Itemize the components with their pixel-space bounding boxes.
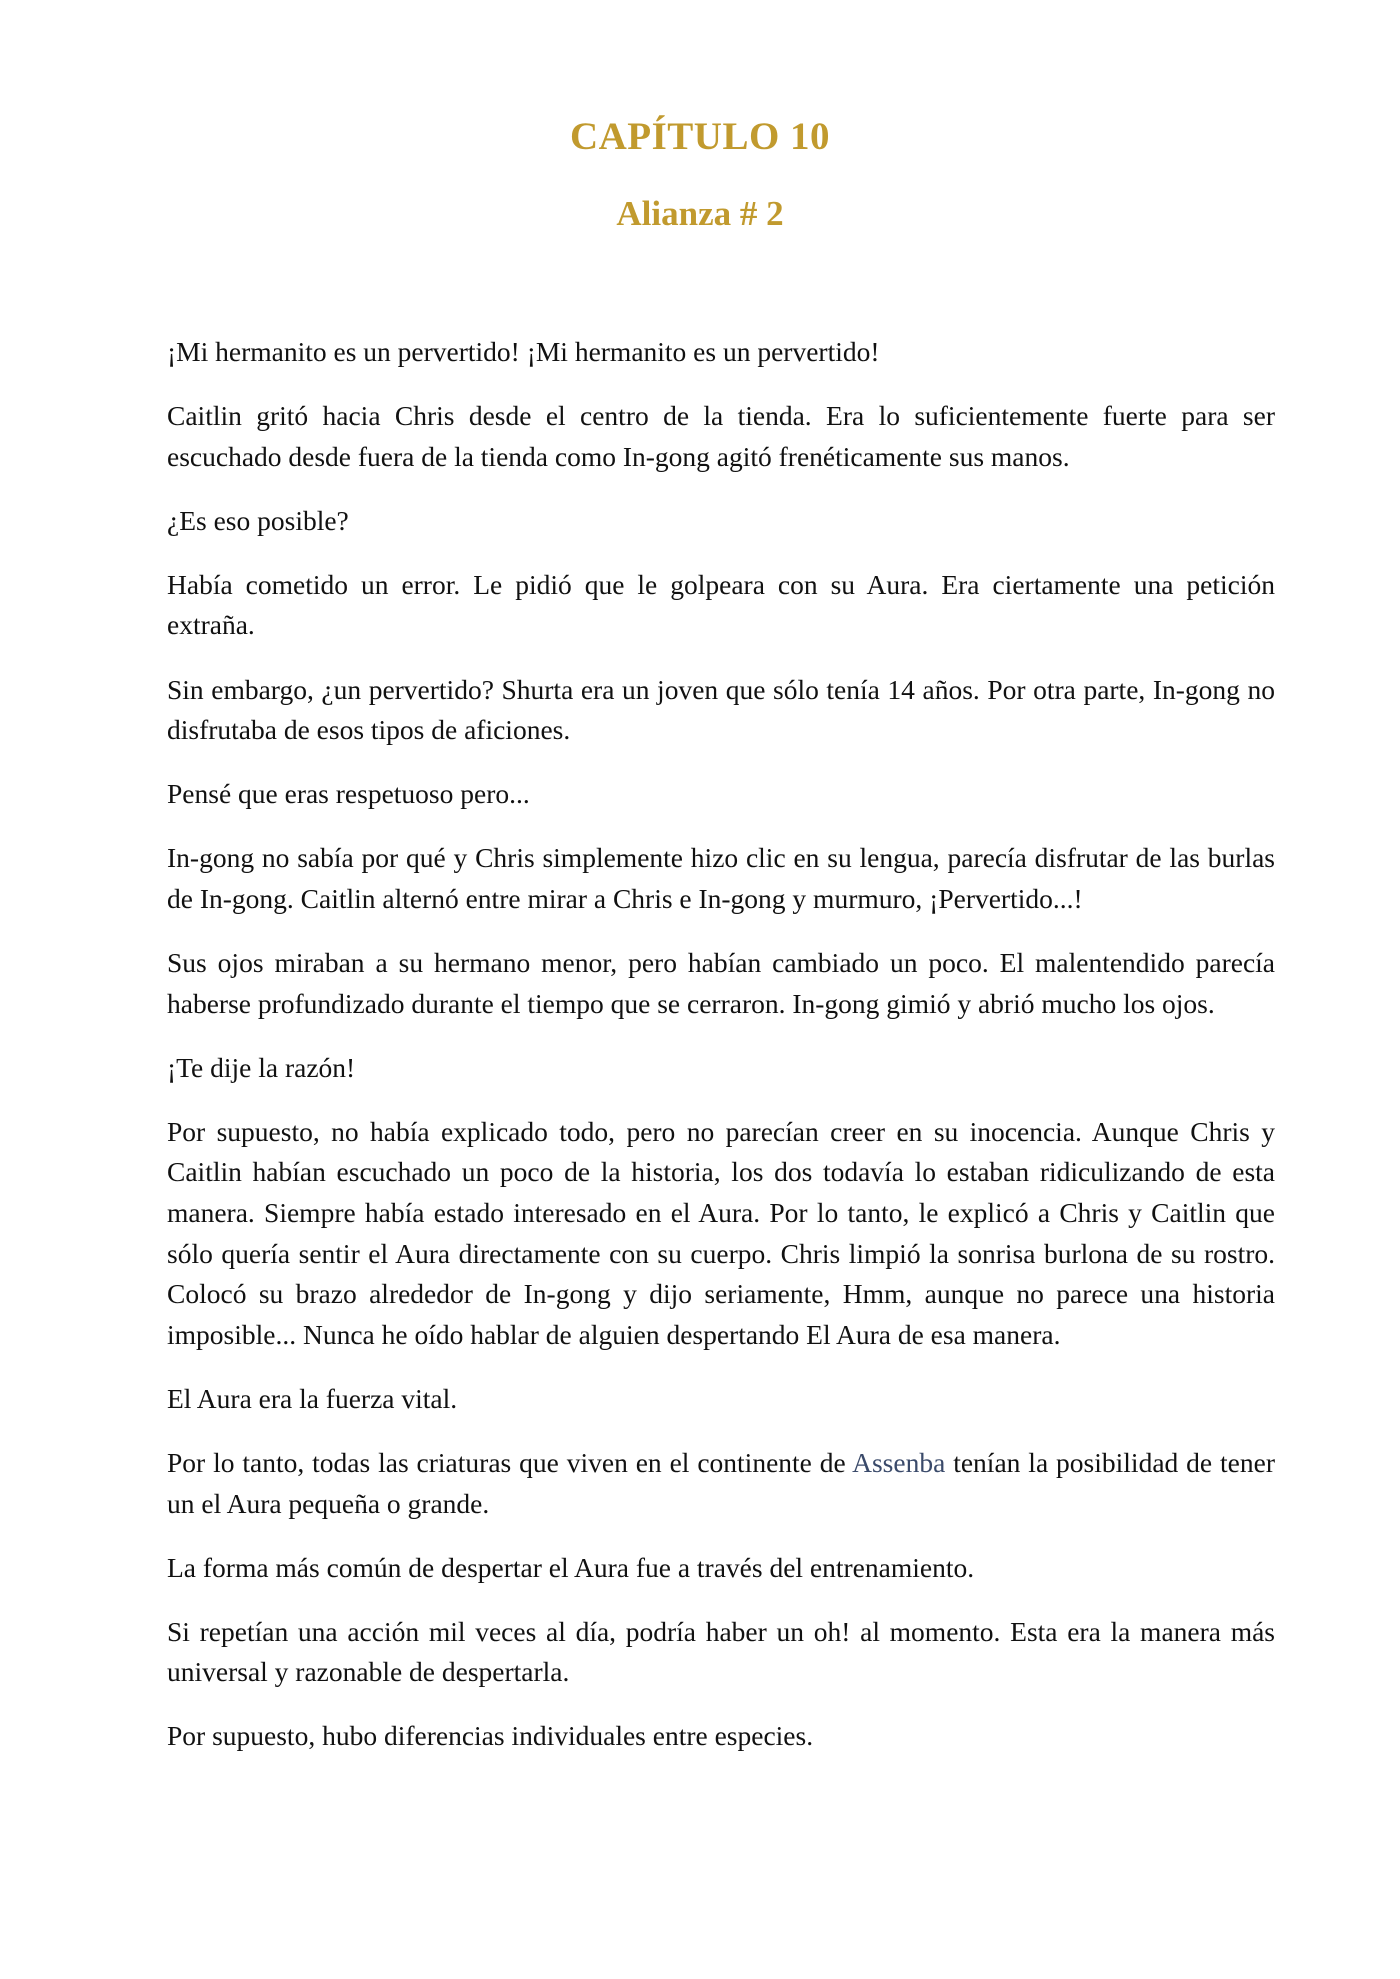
paragraph: ¡Mi hermanito es un pervertido! ¡Mi hermanito es un pervertido! <box>167 336 880 367</box>
chapter-subtitle: Alianza # 2 <box>616 194 784 233</box>
paragraph: Si repetían una acción mil veces al día, podría haber un oh! al momento. Esta era la manera más universal y razonable de despertarla. <box>167 1615 1275 1688</box>
paragraph <box>167 1443 1275 1524</box>
paragraph-segment: tenían la posibilidad de tener un el Aura pequeña o grande. <box>167 1446 1275 1519</box>
place-name: Assenba <box>852 1446 946 1478</box>
paragraph: Caitlin gritó hacia Chris desde el centro de la tienda. Era lo suficientemente fuerte para ser escuchado desde fuera de la tienda como In-gong agitó frenéticamente sus manos. <box>167 400 1275 472</box>
paragraph: El Aura era la fuerza vital. <box>167 1382 458 1414</box>
paragraph: ¿Es eso posible? <box>167 504 349 536</box>
paragraph: Sus ojos miraban a su hermano menor, pero habían cambiado un poco. El malentendido parecía haberse profundizado durante el tiempo que se cerraron. In-gong gimió y abrió mucho los ojos. <box>167 947 1275 1019</box>
paragraph: Había cometido un error. Le pidió que le golpeara con su Aura. Era ciertamente una petición extraña. <box>167 568 1275 641</box>
chapter-body <box>167 332 1275 1781</box>
paragraph: ¡Te dije la razón! <box>167 1051 356 1083</box>
paragraph: Por supuesto, hubo diferencias individuales entre especies. <box>167 1720 814 1752</box>
paragraph: Por supuesto, no había explicado todo, pero no parecían creer en su inocencia. Aunque Chris y Caitlin habían escuchado un poco de la historia, los dos todavía lo estaban ridiculizando de esta manera. Siempre había estado interesado en el Aura. Por lo tanto, le explicó a Chris y Caitlin que sólo quería sentir el Aura directamente con su cuerpo. Chris limpió la sonrisa burlona de su rostro. Colocó su brazo alrededor de In-gong y dijo seriamente, Hmm, aunque no parece una historia imposible... Nunca he oído hablar de alguien despertando El Aura de esa manera. <box>167 1115 1275 1350</box>
paragraph-segment: Por lo tanto, todas las criaturas que viven en el continente de <box>167 1446 853 1478</box>
paragraph: In-gong no sabía por qué y Chris simplemente hizo clic en su lengua, parecía disfrutar de las burlas de In-gong. Caitlin alternó entre mirar a Chris e In-gong y murmuro, ¡Pervertido...! <box>167 842 1275 914</box>
chapter-title: CAPÍTULO 10 <box>569 115 831 158</box>
paragraph: Pensé que eras respetuoso pero... <box>167 778 530 810</box>
paragraph: La forma más común de despertar el Aura fue a través del entrenamiento. <box>167 1551 975 1583</box>
paragraph: Sin embargo, ¿un pervertido? Shurta era un joven que sólo tenía 14 años. Por otra parte, In-gong no disfrutaba de esos tipos de aficiones. <box>167 673 1275 746</box>
